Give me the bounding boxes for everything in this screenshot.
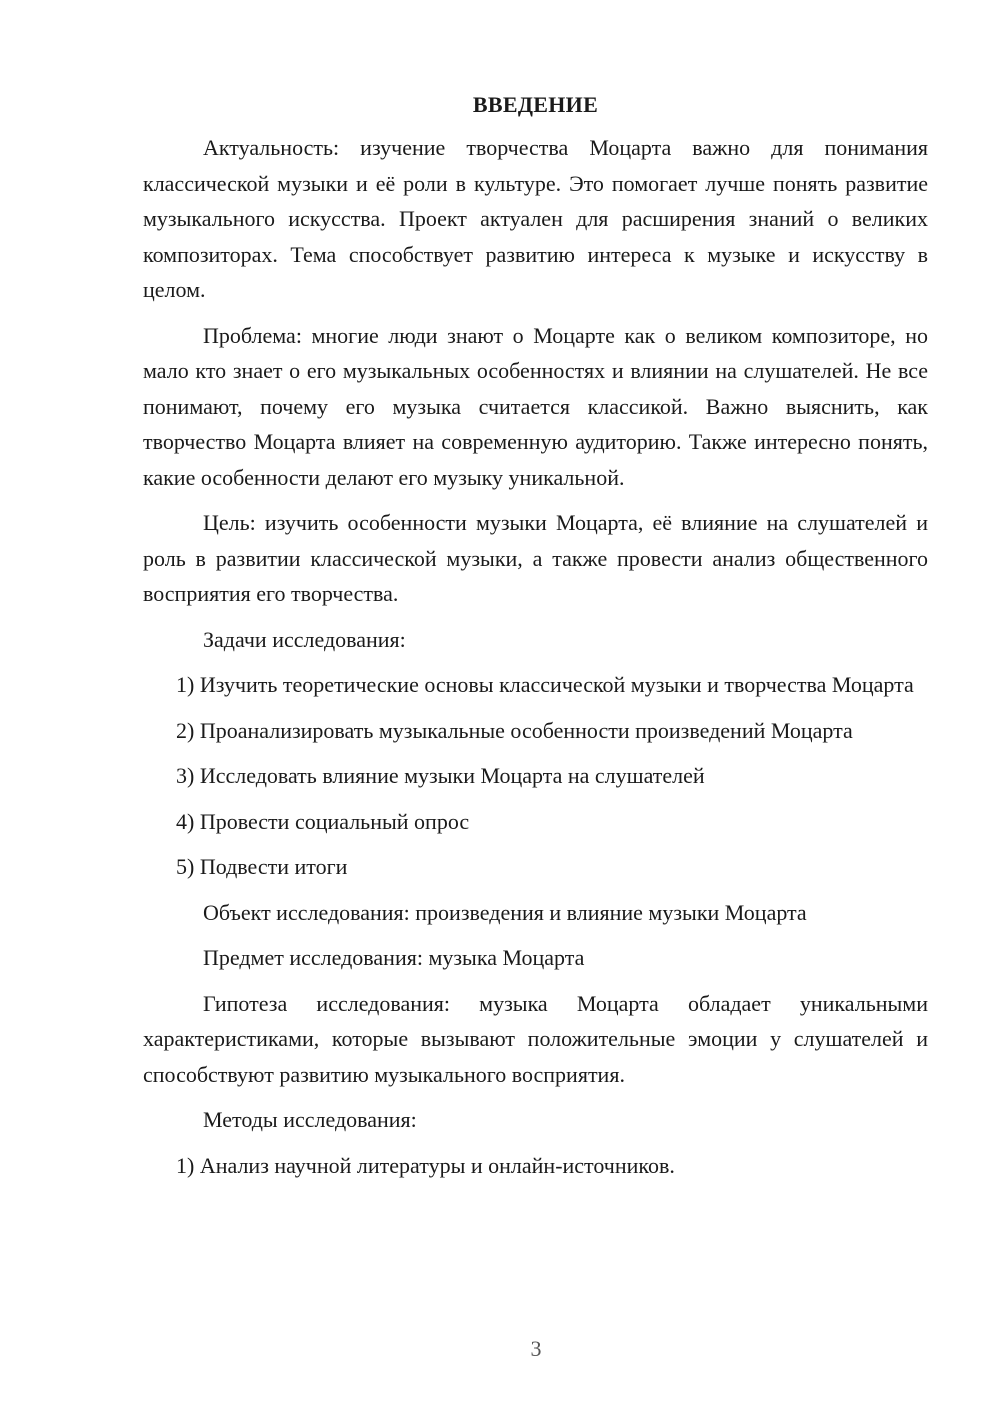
relevance-paragraph: Актуальность: изучение творчества Моцарта важно для понимания классической музыки и её роли в культуре. Это помогает лучше понять развитие музыкального искусства. Проект актуален для расширения знаний о великих композиторах. Тема способствует развитию интереса к музыке и искусству в целом. — [143, 135, 928, 302]
tasks-heading: Задачи исследования: — [203, 626, 406, 652]
document-page — [143, 92, 928, 1193]
task-item: 3) Исследовать влияние музыки Моцарта на слушателей — [176, 763, 705, 788]
page-number: 3 — [530, 1336, 542, 1361]
task-item: 4) Провести социальный опрос — [176, 808, 470, 834]
subject-line: Предмет исследования: музыка Моцарта — [203, 945, 585, 970]
section-heading: ВВЕДЕНИЕ — [472, 92, 599, 117]
method-item: 1) Анализ научной литературы и онлайн-источников. — [176, 1152, 675, 1178]
task-item: 2) Проанализировать музыкальные особенности произведений Моцарта — [176, 717, 853, 743]
problem-paragraph: Проблема: многие люди знают о Моцарте как о великом композиторе, но мало кто знает о его музыкальных особенностях и влиянии на слушателей. Не все понимают, почему его музыка считается классикой. Важно выяснить, как творчество Моцарта влияет на современную аудиторию. Также интересно понять, какие особенности делают его музыку уникальной. — [143, 322, 928, 490]
task-item: 1) Изучить теоретические основы классической музыки и творчества Моцарта — [176, 672, 914, 697]
hypothesis-paragraph: Гипотеза исследования: музыка Моцарта обладает уникальными характеристиками, которые вызывают положительные эмоции у слушателей и способствуют развитию музыкального восприятия. — [143, 990, 928, 1087]
goal-paragraph: Цель: изучить особенности музыки Моцарта, её влияние на слушателей и роль в развитии классической музыки, а также провести анализ общественного восприятия его творчества. — [143, 510, 928, 606]
methods-heading: Методы исследования: — [203, 1107, 417, 1132]
task-item: 5) Подвести итоги — [176, 854, 348, 879]
object-line: Объект исследования: произведения и влияние музыки Моцарта — [203, 899, 807, 925]
